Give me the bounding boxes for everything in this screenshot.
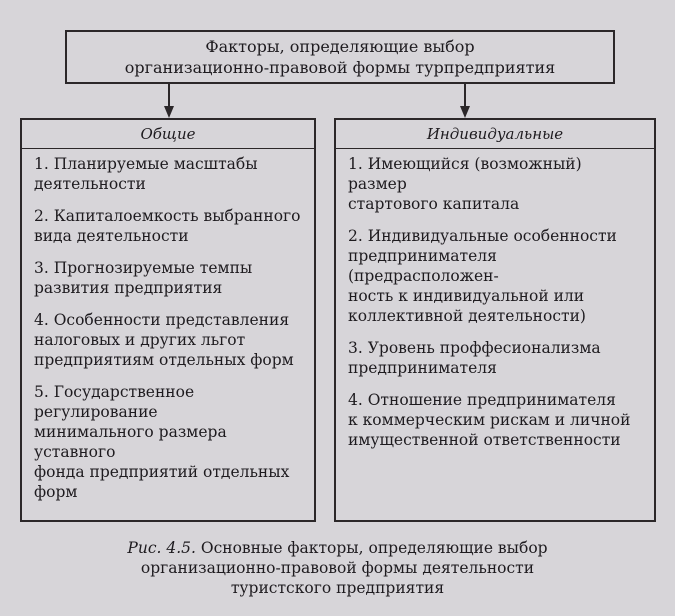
general-item [34, 382, 304, 502]
general-item [34, 154, 304, 194]
caption-line-3: туристского предприятия [230, 579, 445, 597]
individual-title: Индивидуальные [336, 120, 654, 149]
individual-item [348, 390, 644, 450]
caption-line-1 [0, 538, 675, 558]
factors-header-box [65, 30, 615, 84]
arrow-left-head [164, 106, 174, 118]
item-line: 4. Отношение предпринимателя [348, 391, 616, 409]
individual-item [348, 226, 644, 326]
arrow-left-shaft [168, 84, 170, 106]
item-line: коллективной деятельности) [348, 307, 586, 325]
item-line: предприятиям отдельных форм [34, 351, 294, 369]
general-item [34, 310, 304, 370]
individual-item [348, 338, 644, 378]
item-line: стартового капитала [348, 195, 520, 213]
figure-caption [0, 538, 675, 598]
item-line: ность к индивидуальной или [348, 287, 585, 305]
item-line: к коммерческим рискам и личной [348, 411, 631, 429]
arrow-right-head [460, 106, 470, 118]
item-line: 1. Планируемые масштабы [34, 155, 258, 173]
individual-factors-box [334, 118, 656, 522]
individual-items [336, 149, 654, 450]
caption-text-1: Основные факторы, определяющие выбор [200, 539, 548, 557]
item-line: 4. Особенности представления [34, 311, 290, 329]
header-line-1: Факторы, определяющие выбор [205, 37, 475, 56]
arrow-right-shaft [464, 84, 466, 106]
item-line: минимального размера уставного [34, 423, 227, 461]
item-line: вида деятельности [34, 227, 189, 245]
caption-label: Рис. 4.5. [127, 539, 196, 557]
item-line: 2. Капиталоемкость выбранного [34, 207, 301, 225]
item-line: 3. Уровень проффесионализма [348, 339, 601, 357]
general-item [34, 206, 304, 246]
item-line: 3. Прогнозируемые темпы [34, 259, 253, 277]
general-title: Общие [22, 120, 314, 149]
item-line: имущественной ответственности [348, 431, 621, 449]
general-factors-box [20, 118, 316, 522]
header-line-2: организационно-правовой формы турпредприятия [124, 58, 556, 77]
item-line: налоговых и других льгот [34, 331, 246, 349]
general-item [34, 258, 304, 298]
item-line: 2. Индивидуальные особенности [348, 227, 617, 245]
item-line: 5. Государственное регулирование [34, 383, 195, 421]
item-line: деятельности [34, 175, 146, 193]
item-line: развития предприятия [34, 279, 223, 297]
item-line: 1. Имеющийся (возможный) размер [348, 155, 582, 193]
item-line: фонда предприятий отдельных [34, 463, 290, 481]
item-line: форм [34, 483, 78, 501]
individual-item [348, 154, 644, 214]
general-items [22, 149, 314, 502]
item-line: предпринимателя [348, 359, 497, 377]
caption-line-2: организационно-правовой формы деятельности [140, 559, 535, 577]
item-line: предпринимателя (предрасположен- [348, 247, 499, 285]
